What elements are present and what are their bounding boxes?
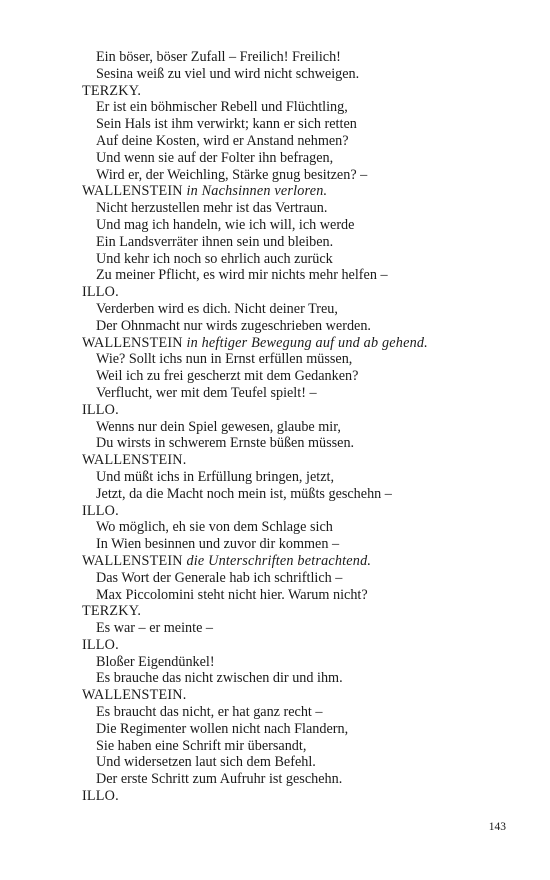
verse-line: Sie haben eine Schrift mir übersandt, — [96, 737, 307, 754]
speaker-line — [82, 637, 502, 654]
speaker-name: WALLENSTEIN — [82, 552, 183, 569]
verse-line: Bloßer Eigendünkel! — [96, 653, 215, 670]
speaker-line — [82, 687, 502, 704]
speaker-line — [82, 183, 502, 200]
verse-line: Max Piccolomini steht nicht hier. Warum nicht? — [96, 586, 368, 603]
speaker-line — [82, 402, 502, 419]
verse-line: Er ist ein böhmischer Rebell und Flüchtling, — [96, 99, 348, 116]
verse-line: Und widersetzen laut sich dem Befehl. — [96, 754, 316, 771]
verse-line: Und kehr ich noch so ehrlich auch zurück — [96, 250, 333, 267]
speaker-line — [82, 335, 502, 352]
verse-line: Es braucht das nicht, er hat ganz recht – — [96, 704, 323, 721]
speaker-line — [82, 553, 502, 570]
verse-line: Das Wort der Generale hab ich schriftlich – — [96, 569, 343, 586]
verse-line: Die Regimenter wollen nicht nach Flandern, — [96, 720, 349, 737]
stage-direction: in heftiger Bewegung auf und ab gehend. — [186, 334, 428, 351]
page-number: 143 — [488, 821, 506, 833]
verse-line: Es war – er meinte – — [96, 620, 214, 637]
speaker-line — [82, 83, 502, 100]
verse-line: Wenns nur dein Spiel gewesen, glaube mir, — [96, 418, 341, 435]
verse-line: Wird er, der Weichling, Stärke gnug besitzen? – — [96, 166, 368, 183]
speaker-line — [82, 452, 502, 469]
speaker-line — [82, 503, 502, 520]
speaker-name: ILLO. — [82, 502, 119, 519]
verse-line: Auf deine Kosten, wird er Anstand nehmen? — [96, 132, 349, 149]
verse-line: Ein böser, böser Zufall – Freilich! Freilich! — [96, 49, 341, 65]
verse-line: Ein Landsverräter ihnen sein und bleiben. — [96, 233, 334, 250]
verse-line: Nicht herzustellen mehr ist das Vertraun. — [96, 200, 328, 217]
verse-line: Es brauche das nicht zwischen dir und ihm. — [96, 670, 343, 687]
verse-line: Und müßt ichs in Erfüllung bringen, jetzt, — [96, 468, 334, 485]
speaker-name: TERZKY. — [82, 603, 142, 620]
verse-line: Du wirsts in schwerem Ernste büßen müssen. — [96, 435, 355, 452]
speaker-line — [82, 603, 502, 620]
speaker-name: ILLO. — [82, 401, 119, 418]
verse-line: Sein Hals ist ihm verwirkt; kann er sich retten — [96, 116, 357, 133]
speaker-name: WALLENSTEIN — [82, 183, 183, 200]
verse-line: Sesina weiß zu viel und wird nicht schweigen. — [96, 65, 360, 82]
verse-line: Der erste Schritt zum Aufruhr ist geschehn. — [96, 771, 343, 788]
speaker-name: ILLO. — [82, 788, 119, 805]
speaker-name: ILLO. — [82, 636, 119, 653]
verse-line: Wo möglich, eh sie von dem Schlage sich — [96, 519, 333, 536]
speaker-name: WALLENSTEIN. — [82, 452, 187, 469]
stage-direction: in Nachsinnen verloren. — [186, 183, 328, 200]
speaker-line — [82, 284, 502, 301]
speaker-name: WALLENSTEIN. — [82, 687, 187, 704]
stage-direction: die Unterschriften betrachtend. — [186, 552, 372, 569]
speaker-name: ILLO. — [82, 284, 119, 301]
verse-line: Wie? Sollt ichs nun in Ernst erfüllen müssen, — [96, 351, 353, 368]
verse-line: Jetzt, da die Macht noch mein ist, müßts geschehn – — [96, 485, 392, 502]
speaker-name: WALLENSTEIN — [82, 334, 183, 351]
speaker-line — [82, 788, 502, 805]
speaker-name: TERZKY. — [82, 82, 142, 99]
verse-line: Der Ohnmacht nur wirds zugeschrieben werden. — [96, 317, 371, 334]
verse-line: Verderben wird es dich. Nicht deiner Treu, — [96, 300, 338, 317]
verse-line: Verflucht, wer mit dem Teufel spielt! – — [96, 384, 317, 401]
verse-line: Weil ich zu frei gescherzt mit dem Gedanken? — [96, 368, 359, 385]
play-text — [82, 49, 502, 805]
verse-line: Und mag ich handeln, wie ich will, ich werde — [96, 216, 355, 233]
verse-line: Und wenn sie auf der Folter ihn befragen, — [96, 149, 334, 166]
verse-line: Zu meiner Pflicht, es wird mir nichts mehr helfen – — [96, 267, 388, 284]
verse-line: In Wien besinnen und zuvor dir kommen – — [96, 536, 340, 553]
